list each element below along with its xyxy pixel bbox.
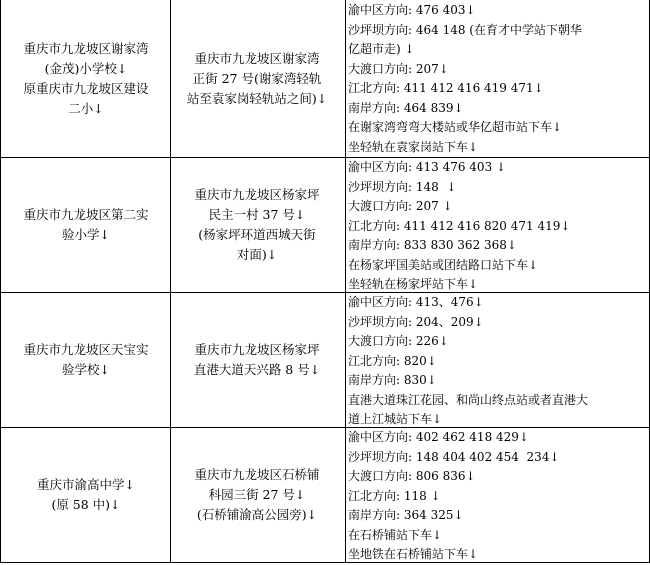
routes-cell: [348, 1, 648, 157]
route-line: 江北方向: 118 ↓: [348, 488, 441, 503]
school-address: 重庆市九龙坡区谢家湾 正街 27 号(谢家湾轻轨 站至袁家岗轻轨站之间)↓: [186, 50, 328, 106]
routes-cell: [348, 158, 648, 295]
route-line: 坐轻轨在袁家岗站下车↓: [348, 139, 479, 154]
route-line: 沙坪坝方向: 148 404 402 454 234↓: [348, 449, 560, 464]
school-name: 重庆市渝高中学↓ (原 58 中)↓: [37, 476, 135, 512]
school-address: 重庆市九龙坡区石桥铺 科园三街 27 号↓ (石桥铺渝高公园旁)↓: [194, 466, 320, 522]
route-line: 在谢家湾弯弯大楼站或华亿超市站下车↓: [348, 120, 563, 134]
route-line: 在石桥铺站下车↓: [348, 527, 443, 542]
school-name: 重庆市九龙坡区天宝实 验学校↓: [23, 341, 149, 377]
route-line: 江北方向: 411 412 416 820 471 419↓: [348, 218, 571, 233]
route-line: 大渡口方向: 226↓: [348, 334, 449, 348]
route-line: 亿超市走) ↓: [348, 42, 415, 56]
route-line: 直港大道珠江花园、和尚山终点站或者直港大: [348, 392, 589, 407]
route-line: 大渡口方向: 207 ↓: [348, 199, 453, 213]
route-line: 渝中区方向: 476 403↓: [348, 3, 476, 17]
school-name: 重庆市九龙坡区谢家湾 (金茂)小学校↓ 原重庆市九龙坡区建设 二小↓: [23, 40, 149, 116]
address-cell: [172, 292, 342, 427]
address-cell: [172, 0, 342, 157]
school-cell: [5, 427, 167, 562]
route-line: 坐地铁在石桥铺站下车↓: [348, 547, 479, 561]
route-line: 渝中区方向: 402 462 418 429↓: [348, 430, 529, 444]
route-line: 南岸方向: 833 830 362 368↓: [348, 238, 517, 252]
route-line: 南岸方向: 364 325↓: [348, 508, 464, 522]
route-line: 沙坪坝方向: 464 148 (在育才中学站下朝华: [348, 22, 582, 37]
routes-cell: [348, 293, 648, 430]
route-line: 道上江城站下车↓: [348, 412, 443, 426]
route-line: 在杨家坪国美站或团结路口站下车↓: [348, 257, 539, 272]
school-cell: [5, 292, 167, 427]
school-address: 重庆市九龙坡区杨家坪 直港大道天兴路 8 号↓: [193, 341, 321, 377]
table-row: [0, 0, 650, 158]
school-cell: [5, 0, 167, 157]
route-line: 江北方向: 820↓: [348, 353, 437, 368]
route-line: 南岸方向: 464 839↓: [348, 100, 464, 115]
school-cell: [5, 157, 167, 292]
school-address: 重庆市九龙坡区杨家坪 民主一村 37 号↓ (杨家坪环道西城天街 对面)↓: [194, 186, 320, 262]
table-row: [0, 292, 650, 428]
routes-cell: [348, 428, 648, 565]
route-line: 渝中区方向: 413、476↓: [348, 295, 484, 309]
address-cell: [172, 427, 342, 562]
route-line: 大渡口方向: 207↓: [348, 61, 449, 76]
school-name: 重庆市九龙坡区第二实 验小学↓: [23, 206, 149, 242]
route-line: 大渡口方向: 806 836↓: [348, 469, 476, 483]
route-line: 坐轻轨在杨家坪站下车↓: [348, 277, 479, 291]
route-line: 沙坪坝方向: 204、209↓: [348, 314, 484, 329]
table-row: [0, 157, 650, 293]
route-line: 南岸方向: 830↓: [348, 373, 437, 387]
table-row: [0, 427, 650, 563]
route-line: 江北方向: 411 412 416 419 471↓: [348, 81, 544, 95]
route-line: 沙坪坝方向: 148 ↓: [348, 179, 457, 194]
address-cell: [172, 157, 342, 292]
route-line: 渝中区方向: 413 476 403 ↓: [348, 160, 507, 174]
